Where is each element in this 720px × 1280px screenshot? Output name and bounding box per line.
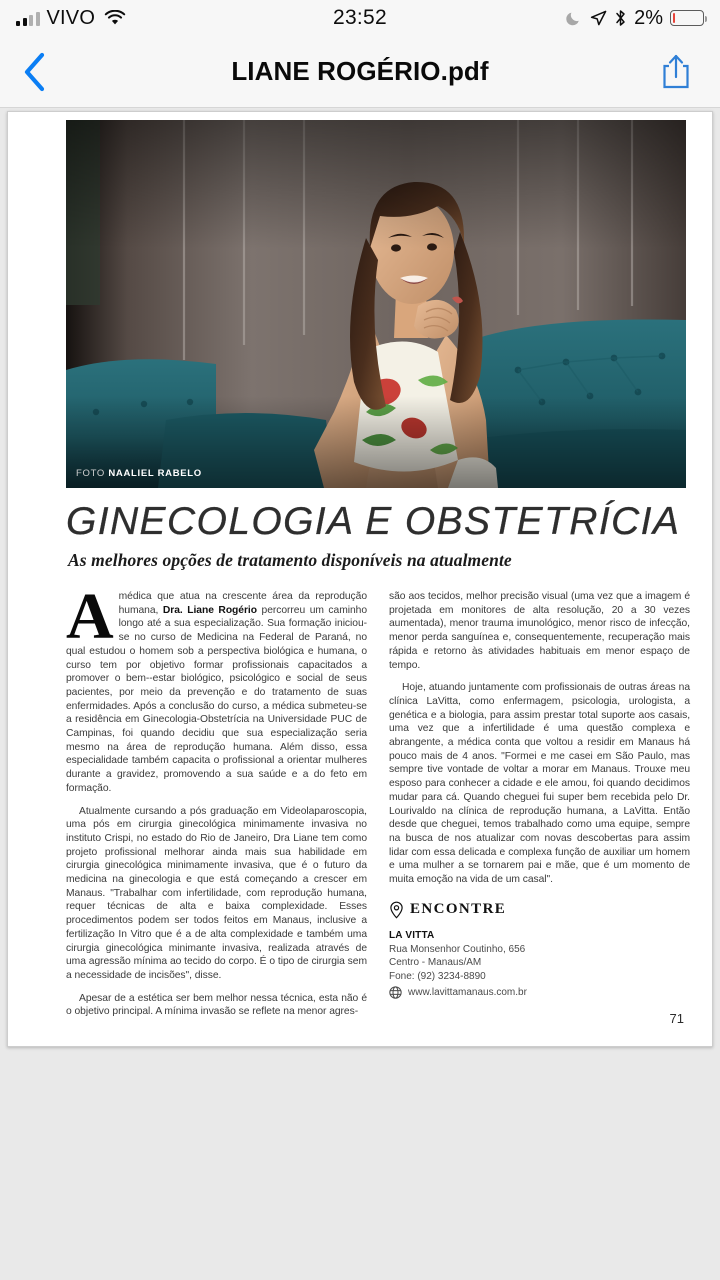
website-row (389, 986, 690, 999)
city-address: Centro - Manaus/AM (389, 957, 482, 969)
article-column-2 (389, 590, 690, 1030)
status-bar (0, 0, 720, 36)
status-bar-right (565, 7, 704, 30)
doctor-name: Dra. Liane Rogério (162, 604, 257, 616)
page-number: 71 (669, 1011, 684, 1026)
photo-credit (76, 468, 202, 479)
moon-icon (565, 9, 583, 27)
location-arrow-icon (590, 10, 607, 27)
street-address: Rua Monsenhor Coutinho, 656 (389, 943, 526, 955)
carrier-label: VIVO (46, 6, 96, 29)
photo-credit-label: FOTO (76, 468, 106, 479)
article-photo (66, 120, 686, 488)
article-subheadline: As melhores opções de tratamento disponíveis na atualmente (68, 550, 512, 570)
share-button[interactable] (654, 48, 698, 96)
paragraph-lead (66, 580, 367, 796)
pdf-page[interactable] (7, 111, 713, 1047)
battery-percent-label: 2% (634, 6, 663, 29)
photo-illustration (66, 120, 686, 488)
article-headline: GINECOLOGIA E OBSTETRÍCIA (66, 500, 681, 543)
back-button[interactable] (22, 50, 66, 94)
share-icon (661, 53, 691, 91)
website-url: www.lavittamanaus.com.br (408, 987, 527, 999)
contact-heading-label: ENCONTRE (410, 901, 507, 918)
globe-icon (389, 986, 402, 999)
clock-label: 23:52 (332, 6, 388, 29)
paragraph: são aos tecidos, melhor precisão visual (uma vez que a imagem é projetada em monitores de alta resolução, 20 a 30 vezes aumentada), menor trauma imunológico, menor risco de infecção, menor perda sanguínea e, consequentemente, recuperação mais rápida e retorno às atividades habituais em menor espaço de tempo. (389, 591, 690, 671)
pdf-scroll-view[interactable] (0, 108, 720, 1280)
article-columns (66, 580, 690, 1030)
paragraph: Apesar de a estética ser bem melhor nessa técnica, esta não é o objetivo principal. A mínima invasão se reflete na menor agres- (66, 992, 367, 1018)
drop-cap: A (66, 580, 114, 653)
paragraph-lead-text: médica que atua na crescente área da reprodução humana, (118, 591, 367, 616)
article-column-1 (66, 580, 367, 1030)
battery-icon (670, 10, 704, 26)
map-pin-icon (389, 901, 404, 919)
paragraph: Atualmente cursando a pós graduação em Videolaparoscopia, uma pós em cirurgia ginecológica minimamente invasiva no instituto Crispi, no estado do Rio de Janeiro, Dra Liane tem como projeto profissional melhorar ainda mais sua habilidade em cirurgia ginecológica minimamente invasiva, que é o futuro da medicina na ginecologia e que está começando a crescer em Manaus. "Trabalhar com infertilidade, com reprodução humana, requer técnicas de alta e baixa complexidade. Esses procedimentos podem ser todos feitos em Manaus, inclusive a fertilização In Vitro que é a de alta complexidade e também uma cirurgia ginecológica minimante invasiva, realizada através de uma agressão mínima ao tecido do corpo. É o tipo de cirurgia sem a necessidade de incisões", disse. (66, 805, 367, 981)
bluetooth-icon (614, 9, 627, 27)
contact-block (389, 901, 690, 1000)
business-name: LA VITTA (389, 929, 435, 941)
phone-number: Fone: (92) 3234-8890 (389, 970, 486, 982)
paragraph: Hoje, atuando juntamente com profissionais de outras áreas na clínica LaVitta, como enfermagem, psicologia, urologista, a genética e a biologia, para assim prestar total suporte aos casais, uma vez que a infertilidade é uma questão complexa e abrangente, a médica conta que voltou a residir em Manaus há pouco mais de 4 anos. "Formei e me casei em São Paulo, mas sempre tive vontade de voltar a morar em Manaus. Trouxe meu esposo para conhecer a cidade e ele amou, foi quando decidimos mudar para cá. Quando cheguei fui super bem recebida pelo Dr. Lourivaldo na clínica de reprodução humana, a LaVitta. Então desde que cheguei, temos trabalhado como uma equipe, sempre na busca de nos atualizar com novas descobertas para assim lidar com essa delicada e complexa função de auxiliar um homem e uma mulher a se tornarem pai e mãe, que é um momento de muita emoção na vida de um casal". (389, 682, 690, 886)
nav-bar (0, 36, 720, 108)
photo-credit-name: NAALIEL RABELO (108, 468, 202, 479)
page-title: LIANE ROGÉRIO.pdf (231, 56, 489, 86)
paragraph-lead-rest: percorreu um caminho longo até a sua especialização. Sua formação iniciou-se no curso de Medicina na Federal de Paraná, no qual estudou o homem sob a perspectiva biológica e humana, o curso tem por objetivo formar profissionais capacitados a promover o bem--estar biológico, psicológico e social de seus pacientes, por meio da prevenção e do tratamento de suas enfermidades. Após a conclusão do curso, a médica submeteu-se a residência em Ginecologia-Obstetrícia na Universidade PUC de Campinas, foi quando decidiu que sua especialização seria mesmo na área de reprodução humana. Além disso, essa especialidade também capacita o profissional a orientar mulheres durante a gravidez, promovendo a sua saúde e a do feto em formação. (66, 604, 367, 794)
contact-heading (389, 901, 690, 919)
back-chevron-icon (22, 51, 48, 93)
